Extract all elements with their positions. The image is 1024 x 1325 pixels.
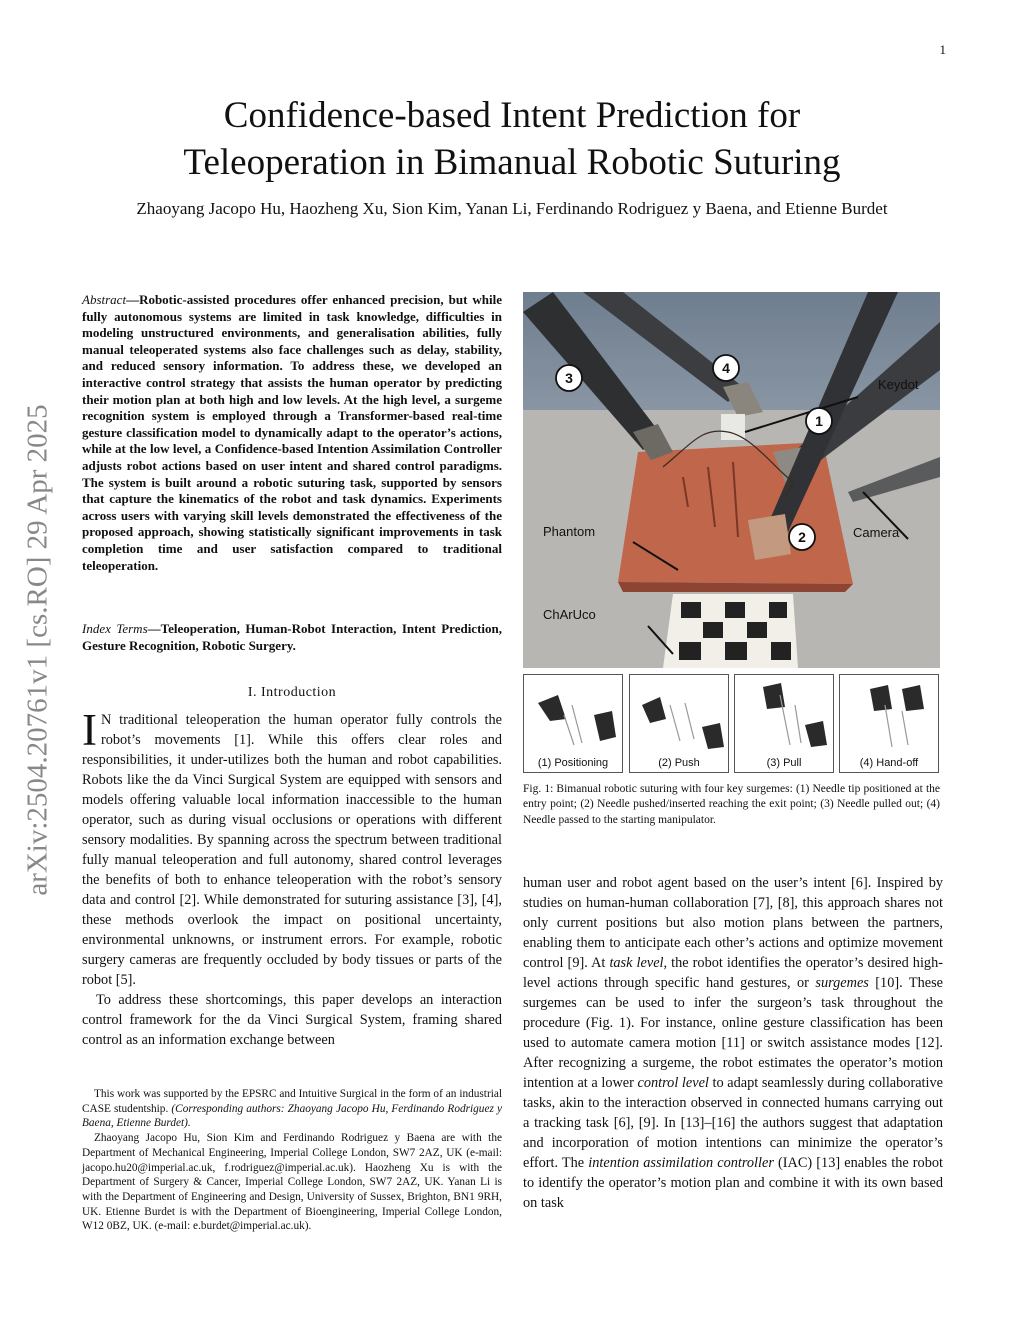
right-italic-3: control level: [637, 1075, 709, 1091]
marker-1-label: 1: [815, 413, 823, 429]
right-text-3: [10]. These surgemes can be used to infer the surgeon’s task throughout the procedure (Fig. 1). For instance, online gesture classification has been used to automate camera motion [11] or switch assistance modes [12]. After recognizing a surgeme, the robot estimates the operator’s motion intention at a lower: [523, 975, 943, 1091]
title-line-1: Confidence-based Intent Prediction for: [223, 95, 801, 136]
marker-3-label: 3: [565, 370, 573, 386]
intro-paragraph-1: N traditional teleoperation the human operator fully controls the robot’s movements [1]. While this offers clear roles and responsibilities, it under-utilizes both the human and robot capabilities. Robots like the da Vinci Surgical System are equipped with sensors and models offering valuable local information inaccessible to the human operator, such as during visual occlusions or operations with different sensory modalities. By spanning across the spectrum between traditional fully manual teleoperation and full autonomy, shared control leverages the benefits of both to enhance teleoperation with the robot’s sensory data and control [2]. While demonstrated for suturing assistance [3], [4], these methods overlook the impact on positional uncertainty, environmental unknowns, or instrument errors. For example, robotic surgery cameras are frequently occluded by body tissues or parts of the robot [5].: [82, 712, 502, 988]
positioning-sketch-icon: [524, 675, 622, 750]
footnote-funding: This work was supported by the EPSRC and Intuitive Surgical in the form of an industrial CASE studentship.: [82, 1088, 502, 1115]
right-text-5: (IAC) [13] enables the robot to identify the operator’s motion plan and combine it with its own based on task: [523, 1155, 943, 1211]
thumb-pull-label: (3) Pull: [766, 757, 802, 769]
right-italic-2: surgemes: [815, 975, 869, 991]
label-phantom: Phantom: [543, 524, 596, 539]
arxiv-identifier: arXiv:2504.20761v1 [cs.RO] 29 Apr 2025: [21, 404, 54, 896]
footnote: [82, 1087, 502, 1234]
thumb-handoff: [839, 674, 939, 773]
right-text-1: human user and robot agent based on the user’s intent [6]. Inspired by studies on human-human collaboration [7], [8], this approach shares not only current positions but also motion plans between the partners, enabling them to anticipate each other’s actions and optimize movement control [9]. At: [523, 875, 943, 971]
keydot-marker: [721, 414, 745, 440]
author-list: Zhaoyang Jacopo Hu, Haozheng Xu, Sion Kim, Yanan Li, Ferdinando Rodriguez y Baena, and Etienne Burdet: [136, 199, 888, 218]
label-camera: Camera: [853, 525, 900, 540]
title-line-2: Teleoperation in Bimanual Robotic Suturing: [183, 142, 841, 183]
abstract-label: Abstract: [82, 292, 127, 307]
label-charuco: ChArUco: [543, 607, 596, 622]
intro-paragraph-2: To address these shortcomings, this paper develops an interaction control framework for the da Vinci Surgical System, framing shared control as an information exchange between: [82, 992, 502, 1048]
thumb-push: [629, 674, 729, 773]
abstract-text: —Robotic-assisted procedures offer enhanced precision, but while fully autonomous systems are limited in task knowledge, difficulties in modeling unstructured environments, and generalisation abilities, fully manual teleoperated systems also face challenges such as delay, stability, and reduced sensory information. To address these, we developed an interactive control strategy that assists the human operator by predicting their motion plan at both high and low levels. At the high level, a surgeme recognition system is employed through a Transformer-based real-time gesture classification model to dynamically adapt to the operator’s actions, while at the low level, a Confidence-based Intention Assimilation Controller adjusts robot actions based on user intent and shared control paradigms. The system is built around a robotic suturing task, supported by sensors that capture the kinematics of the robot and task dynamics. Experiments across users with varying skill levels demonstrated the effectiveness of the proposed approach, showing statistically significant improvements in task completion time and user satisfaction compared to traditional teleoperation.: [82, 292, 502, 573]
introduction-text: [82, 705, 502, 1050]
right-text-4: to adapt seamlessly during collaborative tasks, akin to the interaction observed in connected humans carrying out a tracking task [6], [9]. In [13]–[16] the authors suggest that adaptation and incorporation of motion intentions can minimize the operator’s effort. The: [523, 1075, 943, 1171]
drop-cap: I: [82, 705, 97, 755]
push-sketch-icon: [630, 675, 728, 750]
surgeme-thumbnails: [523, 674, 940, 773]
figure-caption: Fig. 1: Bimanual robotic suturing with four key surgemes: (1) Needle tip positioned at the entry point; (2) Needle pushed/inserted reaching the exit point; (3) Needle pulled out; (4) Needle passed to the starting manipulator.: [523, 783, 940, 826]
section-heading: I. Introduction: [247, 685, 337, 700]
thumb-positioning: [523, 674, 623, 773]
marker-4-label: 4: [722, 360, 730, 376]
page-number: 1: [939, 42, 946, 57]
right-column-text: [523, 873, 943, 1213]
footnote-affiliations: Zhaoyang Jacopo Hu, Sion Kim and Ferdinando Rodriguez y Baena are with the Department of Mechanical Engineering, Imperial College London, SW7 2AZ, UK (e-mail: jacopo.hu20@imperial.ac.uk, f.rodriguez@imperial.ac.uk). Haozheng Xu is with the Department of Surgery & Cancer, Imperial College London, SW7 2AZ, UK. Yanan Li is with the Department of Engineering and Design, University of Sussex, Brighton, BN1 9RH, UK. Etienne Burdet is with the Department of Bioengineering, Imperial College London, W12 0BZ, UK. (e-mail: e.burdet@imperial.ac.uk).: [82, 1132, 502, 1233]
paper-title: [0, 92, 1024, 186]
label-keydot: Keydot: [878, 377, 919, 392]
handoff-sketch-icon: [840, 675, 938, 750]
arxiv-sidebar: [14, 352, 62, 948]
thumb-positioning-label: (1) Positioning: [537, 757, 609, 769]
pull-sketch-icon: [735, 675, 833, 750]
index-terms-text: —Teleoperation, Human-Robot Interaction, Intent Prediction, Gesture Recognition, Robotic Surgery.: [82, 621, 503, 653]
right-italic-1: task level: [609, 955, 664, 971]
footnote-corresponding: (Corresponding authors: Zhaoyang Jacopo Hu, Ferdinando Rodriguez y Baena, Etienne Burdet).: [82, 1102, 502, 1130]
marker-2-label: 2: [798, 529, 806, 545]
right-text-2: , the robot identifies the operator’s desired high-level actions through specific hand gestures, or: [523, 955, 943, 991]
abstract: [82, 292, 502, 574]
figure-1-photo: [523, 292, 940, 668]
lower-instrument-tip: [748, 514, 791, 560]
robotic-suturing-scene: [523, 292, 940, 668]
index-terms: [82, 621, 502, 654]
right-italic-4: intention assimilation controller: [588, 1155, 774, 1171]
index-terms-label: Index Terms: [82, 621, 148, 636]
thumb-push-label: (2) Push: [658, 757, 700, 769]
thumb-pull: [734, 674, 834, 773]
thumb-handoff-label: (4) Hand-off: [859, 757, 919, 769]
